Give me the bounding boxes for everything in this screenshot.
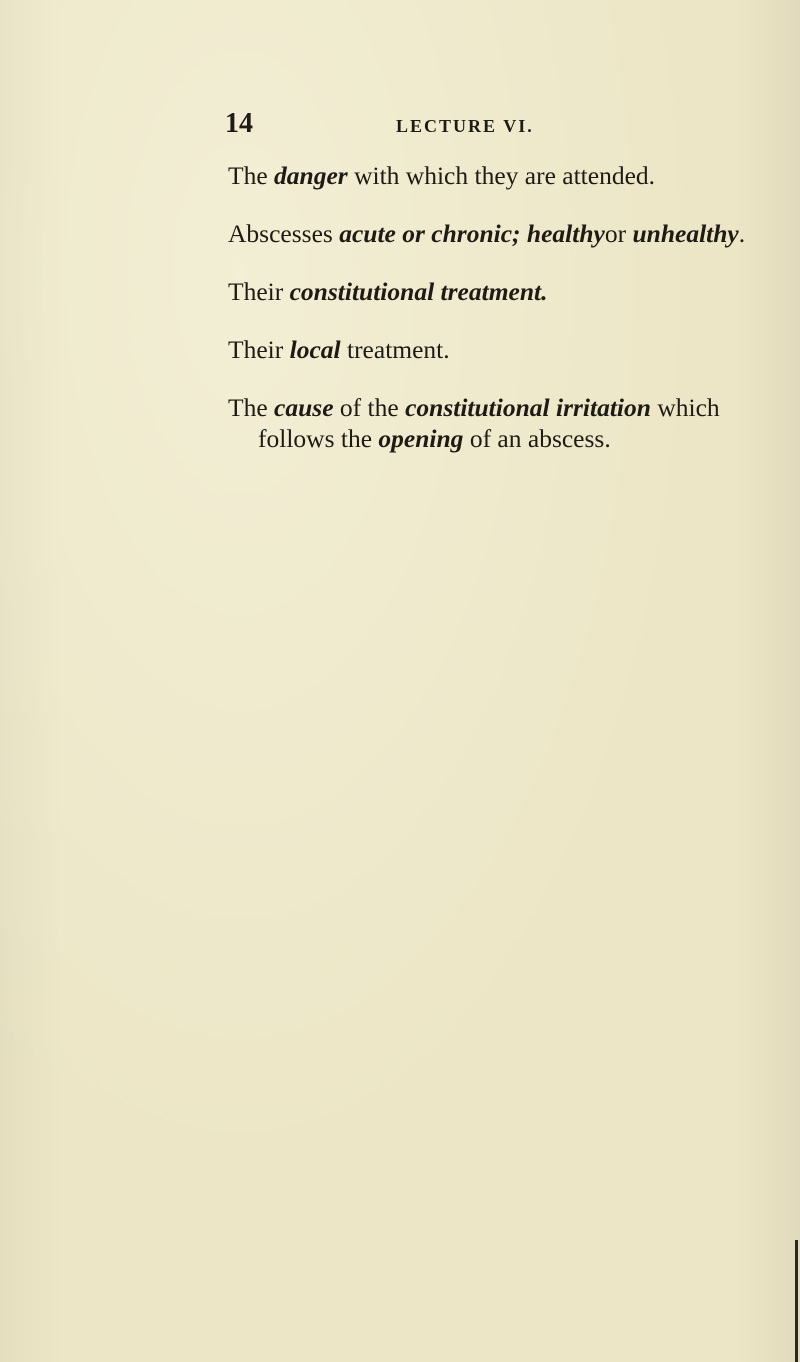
- text-run: The: [228, 392, 275, 422]
- italic-run: constitutional irritation: [405, 392, 651, 422]
- italic-run: opening: [378, 424, 464, 454]
- lecture-topics: [228, 160, 788, 455]
- text-run: which: [650, 392, 720, 422]
- italic-run: cause: [274, 392, 334, 422]
- page-number: 14: [225, 108, 253, 139]
- topic-line-danger: [228, 160, 788, 192]
- text-run: of the: [333, 392, 406, 422]
- topic-line-cause-continuation: [228, 423, 788, 455]
- topic-line-abscesses: [228, 218, 788, 250]
- text-run: Their: [228, 334, 290, 364]
- topic-line-local-treatment: [228, 334, 788, 366]
- topic-line-cause: [228, 392, 788, 424]
- page-header: [0, 108, 800, 142]
- text-run: Abscesses: [228, 218, 340, 248]
- italic-run: unhealthy: [632, 218, 739, 248]
- italic-run: danger: [274, 161, 348, 190]
- topic-line-constitutional-treatment: [228, 276, 788, 308]
- italic-run: acute or chronic; healthy: [339, 218, 605, 248]
- page-edge-shadow: [795, 1240, 798, 1362]
- text-run: The: [228, 161, 275, 190]
- text-run: with which they are attended.: [347, 161, 656, 190]
- running-title: LECTURE VI.: [396, 116, 534, 136]
- text-run: or: [604, 218, 633, 248]
- italic-run: constitutional treatment.: [289, 276, 548, 306]
- text-run: of an abscess.: [463, 424, 611, 454]
- italic-run: local: [289, 334, 341, 364]
- text-run: .: [738, 218, 746, 248]
- text-run: follows the: [258, 424, 379, 454]
- text-run: treatment.: [340, 334, 450, 364]
- text-run: Their: [228, 276, 290, 306]
